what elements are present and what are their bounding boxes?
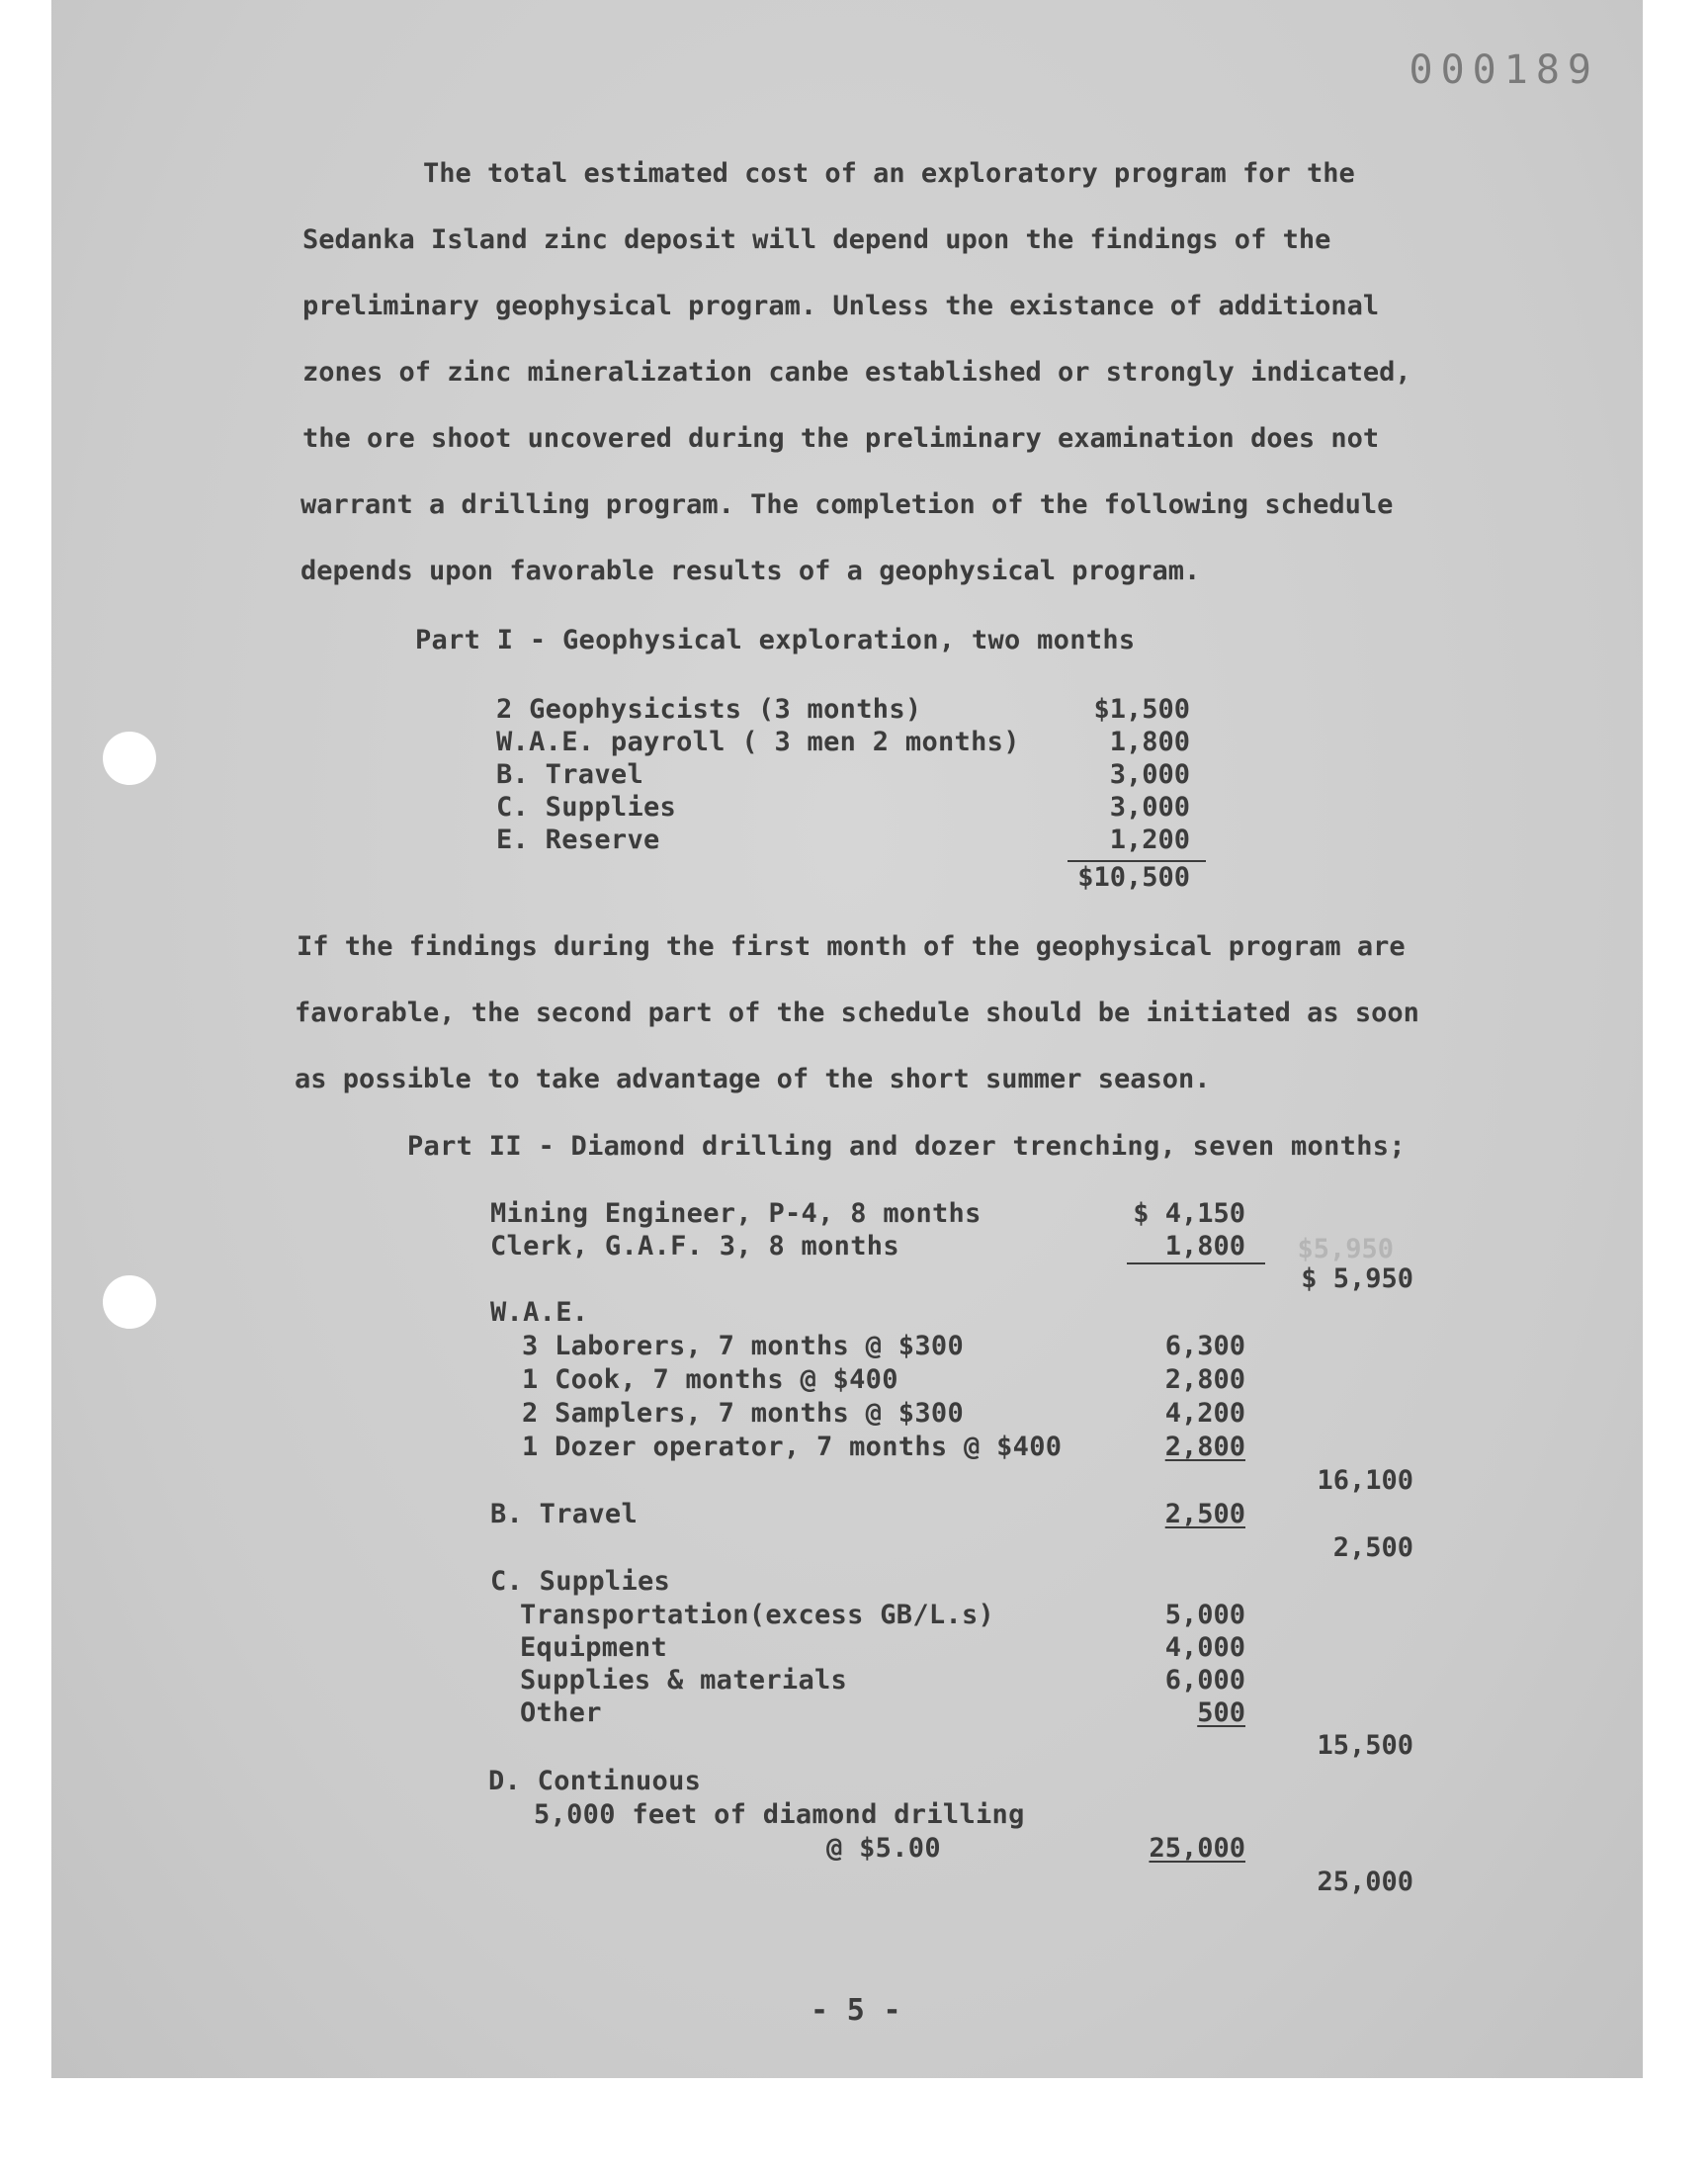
part1-total: $10,500 bbox=[1077, 862, 1190, 893]
wae-item-label: 3 Laborers, 7 months @ $300 bbox=[522, 1331, 964, 1361]
supplies-heading: C. Supplies bbox=[490, 1566, 671, 1597]
document-number: 000189 bbox=[1409, 47, 1599, 93]
part1-item-amount: 1,200 bbox=[1109, 825, 1190, 855]
supplies-item-amount: 500 bbox=[1197, 1697, 1245, 1728]
paragraph-line: Sedanka Island zinc deposit will depend upon the findings of the bbox=[302, 224, 1331, 255]
contract-amount: 25,000 bbox=[1149, 1833, 1245, 1864]
part2-personnel-label: Mining Engineer, P-4, 8 months bbox=[490, 1198, 982, 1229]
travel-amount: 2,500 bbox=[1164, 1499, 1245, 1529]
contract-heading: D. Continuous bbox=[488, 1766, 702, 1796]
contract-line: @ $5.00 bbox=[826, 1833, 941, 1864]
part2-personnel-amount: 1,800 bbox=[1164, 1231, 1245, 1262]
supplies-item-label: Transportation(excess GB/L.s) bbox=[520, 1600, 995, 1630]
paragraph-line: zones of zinc mineralization canbe established or strongly indicated, bbox=[302, 357, 1411, 388]
wae-item-amount: 4,200 bbox=[1164, 1398, 1245, 1429]
paragraph-line: the ore shoot uncovered during the preliminary examination does not bbox=[302, 423, 1380, 454]
part1-item-label: W.A.E. payroll ( 3 men 2 months) bbox=[496, 727, 1020, 757]
part1-item-label: 2 Geophysicists (3 months) bbox=[496, 694, 922, 725]
supplies-item-amount: 6,000 bbox=[1164, 1665, 1245, 1696]
wae-item-amount: 2,800 bbox=[1164, 1432, 1245, 1462]
paragraph-line: warrant a drilling program. The completion of the following schedule bbox=[300, 489, 1394, 520]
supplies-item-amount: 5,000 bbox=[1164, 1600, 1245, 1630]
faint-overtyped-total: $5,950 bbox=[1297, 1234, 1394, 1264]
part2-heading: Part II - Diamond drilling and dozer trenching, seven months; bbox=[407, 1131, 1406, 1162]
part1-item-label: B. Travel bbox=[496, 759, 643, 790]
wae-item-label: 1 Dozer operator, 7 months @ $400 bbox=[522, 1432, 1063, 1462]
paragraph-line: The total estimated cost of an exploratory program for the bbox=[423, 158, 1355, 189]
wae-item-label: 1 Cook, 7 months @ $400 bbox=[522, 1364, 898, 1395]
supplies-item-label: Supplies & materials bbox=[520, 1665, 848, 1696]
part2-personnel-amount: $ 4,150 bbox=[1133, 1198, 1245, 1229]
contract-line: 5,000 feet of diamond drilling bbox=[534, 1799, 1025, 1830]
wae-item-amount: 6,300 bbox=[1164, 1331, 1245, 1361]
page-number: - 5 - bbox=[811, 1993, 901, 2028]
part1-item-label: E. Reserve bbox=[496, 825, 660, 855]
paragraph-line: preliminary geophysical program. Unless the existance of additional bbox=[302, 291, 1380, 321]
supplies-total: 15,500 bbox=[1317, 1730, 1413, 1761]
part2-personnel-label: Clerk, G.A.F. 3, 8 months bbox=[490, 1231, 899, 1262]
supplies-item-label: Other bbox=[520, 1697, 602, 1728]
travel-label: B. Travel bbox=[490, 1499, 638, 1529]
paragraph-line: If the findings during the first month of the geophysical program are bbox=[297, 931, 1406, 962]
wae-item-label: 2 Samplers, 7 months @ $300 bbox=[522, 1398, 964, 1429]
part1-item-amount: 3,000 bbox=[1109, 792, 1190, 823]
part1-item-amount: $1,500 bbox=[1093, 694, 1190, 725]
wae-heading: W.A.E. bbox=[490, 1297, 589, 1328]
supplies-item-label: Equipment bbox=[520, 1632, 667, 1663]
punch-hole bbox=[103, 732, 156, 785]
travel-total: 2,500 bbox=[1332, 1532, 1413, 1563]
supplies-item-amount: 4,000 bbox=[1164, 1632, 1245, 1663]
part1-item-amount: 1,800 bbox=[1109, 727, 1190, 757]
part1-heading: Part I - Geophysical exploration, two months bbox=[415, 625, 1136, 655]
paragraph-line: depends upon favorable results of a geophysical program. bbox=[300, 556, 1201, 586]
punch-hole bbox=[103, 1275, 156, 1329]
subtotal-rule bbox=[1127, 1262, 1265, 1264]
contract-total: 25,000 bbox=[1317, 1867, 1413, 1897]
personnel-total: $ 5,950 bbox=[1301, 1263, 1413, 1294]
paragraph-line: favorable, the second part of the schedule should be initiated as soon bbox=[295, 998, 1419, 1028]
paragraph-line: as possible to take advantage of the short summer season. bbox=[295, 1064, 1211, 1094]
part1-item-amount: 3,000 bbox=[1109, 759, 1190, 790]
part1-item-label: C. Supplies bbox=[496, 792, 677, 823]
wae-total: 16,100 bbox=[1317, 1465, 1413, 1496]
wae-item-amount: 2,800 bbox=[1164, 1364, 1245, 1395]
